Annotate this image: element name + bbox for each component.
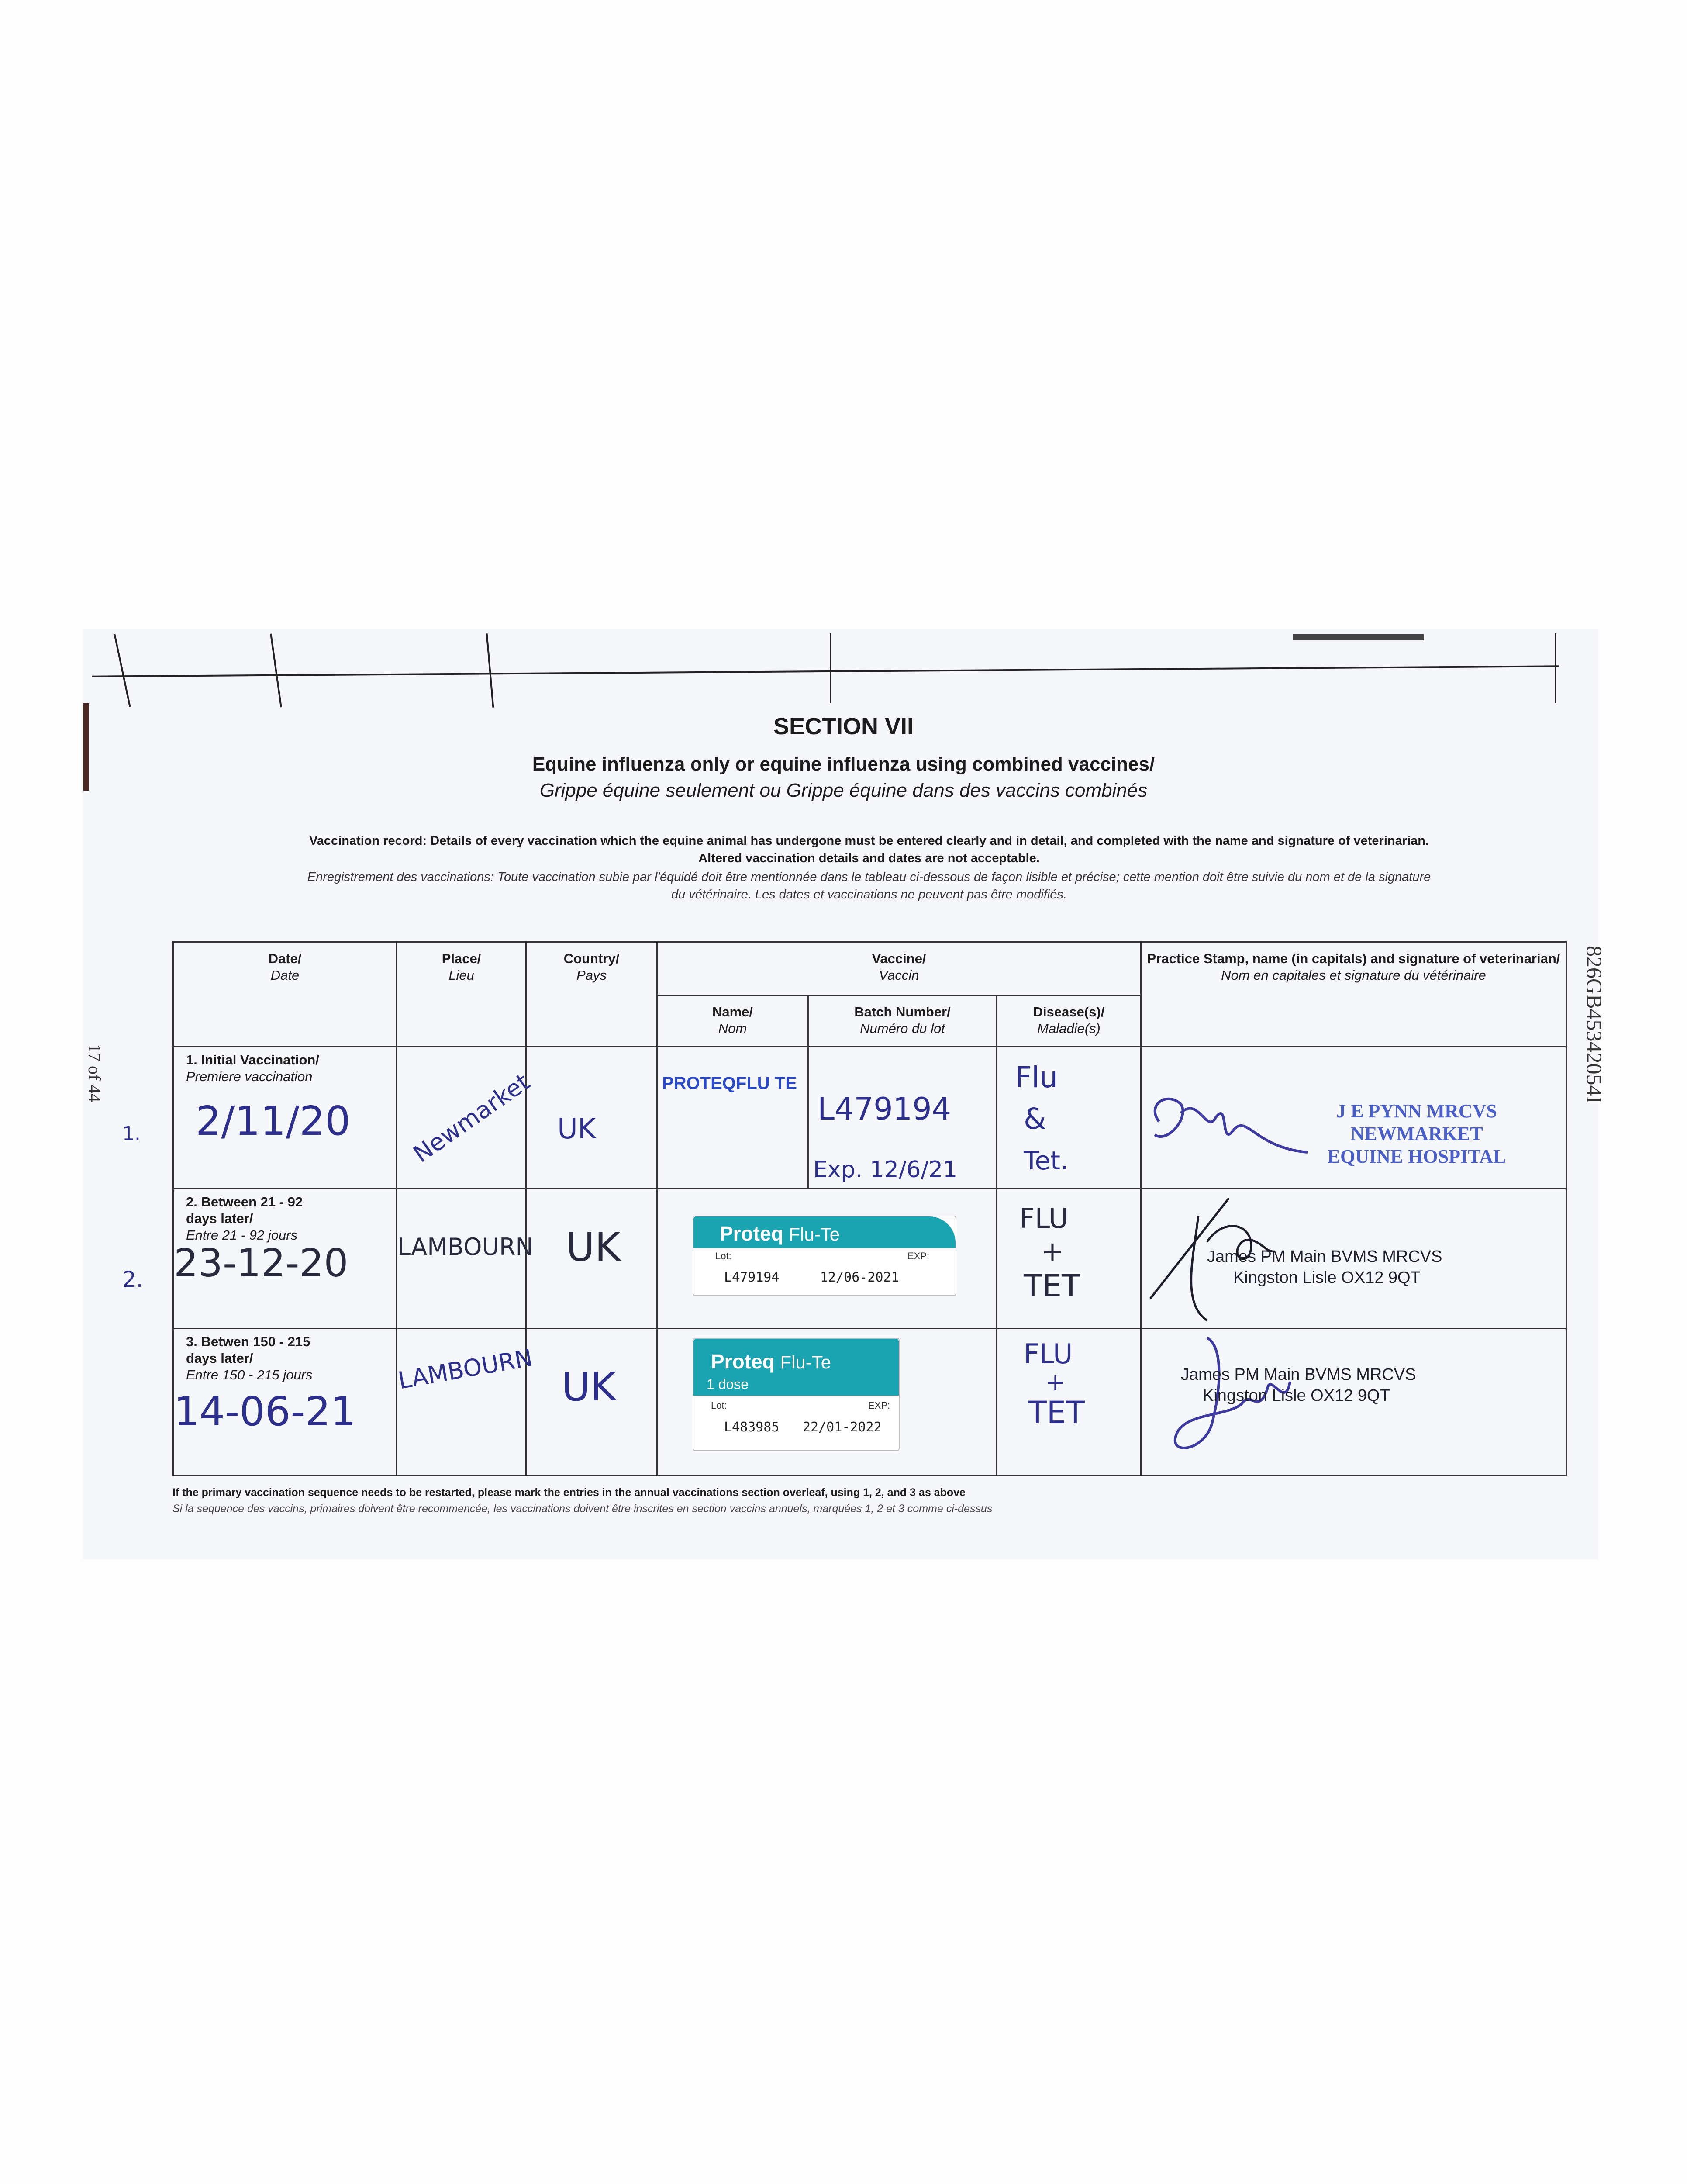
prev-table-line <box>1555 633 1556 703</box>
vet-signature <box>1142 1047 1316 1189</box>
row-label: 3. Betwen 150 - 215 days later/ Entre 150 - 215 jours 14-06-21 <box>173 1329 397 1476</box>
place-cell <box>397 1189 533 1329</box>
country-cell <box>526 1047 657 1189</box>
margin-mark-1: 1. <box>122 1123 141 1145</box>
disease-2: & <box>1024 1102 1046 1136</box>
sticker-brand: Proteq Flu-Te <box>720 1222 840 1245</box>
country-entry: UK <box>562 1364 616 1410</box>
disease-3: TET <box>1024 1268 1080 1304</box>
stamp-cell <box>1141 1047 1566 1189</box>
country-cell <box>526 1329 657 1476</box>
place-entry: LAMBOURN <box>397 1233 533 1261</box>
table-row <box>173 1329 1566 1476</box>
table-row <box>173 1047 1566 1189</box>
stamp-cell <box>1141 1329 1566 1476</box>
prev-table-line <box>830 633 831 703</box>
vaccination-table <box>172 941 1567 1476</box>
country-entry: UK <box>566 1224 621 1270</box>
disease-3: Tet. <box>1024 1146 1069 1175</box>
practice-stamp: James PM Main BVMS MRCVS Kingston Lisle OX12 9QT <box>1207 1248 1442 1287</box>
place-cell <box>396 1329 535 1476</box>
place-entry: LAMBOURN <box>396 1344 535 1395</box>
disease-cell <box>997 1189 1141 1329</box>
footer-fr: Si la sequence des vaccins, primaires doivent être recommencée, les vaccinations doivent être inscrites en section vaccins annuels, marquées 1, 2 et 3 comme ci-dessus <box>172 1503 993 1515</box>
batch-expiry: Exp. 12/6/21 <box>813 1157 958 1183</box>
margin-mark-2: 2. <box>122 1267 143 1292</box>
stamp-cell <box>1141 1189 1566 1329</box>
section-title: SECTION VII <box>773 713 914 740</box>
disease-cell <box>997 1329 1141 1476</box>
batch-entry: L479194 <box>818 1091 952 1127</box>
place-entry: Newmarket <box>408 1068 535 1168</box>
vaccine-sticker <box>693 1338 900 1451</box>
vaccine-sticker <box>693 1216 956 1296</box>
place-cell <box>397 1047 535 1189</box>
practice-stamp: J E PYNN MRCVS NEWMARKET EQUINE HOSPITAL <box>1327 1100 1506 1167</box>
practice-stamp: James PM Main BVMS MRCVS Kingston Lisle OX12 9QT <box>1181 1365 1416 1405</box>
row-label: 2. Between 21 - 92 days later/ Entre 21 - 92 jours 23-12-20 <box>173 1189 397 1329</box>
sticker-exp-label: EXP: <box>868 1400 890 1411</box>
header-date: Date/ Date <box>173 942 397 1047</box>
header-stamp: Practice Stamp, name (in capitals) and signature of veterinarian/ Nom en capitales et signature du vétérinaire <box>1141 942 1566 1047</box>
sticker-lot-label: Lot: <box>711 1400 727 1411</box>
date-entry: 2/11/20 <box>196 1098 351 1144</box>
sticker-exp: 22/01-2022 <box>803 1420 882 1435</box>
header-batch: Batch Number/ Numéro du lot <box>808 995 997 1047</box>
disease-2: + <box>1041 1235 1064 1267</box>
disease-3: TET <box>1028 1395 1085 1431</box>
note-fr: Enregistrement des vaccinations: Toute vaccination subie par l'équidé doit être mentionnée dans le tableau ci-dessous de façon lisible et précise; cette mention doit être suivie du nom et de la signature du vétérinaire. Les dates et vaccinations ne peuvent pas être modifiés. <box>307 870 1431 902</box>
disease-1: FLU <box>1024 1338 1073 1370</box>
sticker-lot: L479194 <box>724 1270 780 1285</box>
section-subtitle-fr: Grippe équine seulement ou Grippe équine dans des vaccins combinés <box>539 780 1148 801</box>
sticker-lot: L483985 <box>724 1420 780 1435</box>
footer-en: If the primary vaccination sequence needs to be restarted, please mark the entries in the annual vaccinations section overleaf, using 1, 2, and 3 as above <box>172 1486 966 1499</box>
section-subtitle-en: Equine influenza only or equine influenza using combined vaccines/ <box>532 753 1155 775</box>
header-country: Country/ Pays <box>526 942 657 1047</box>
date-entry: 14-06-21 <box>174 1388 356 1435</box>
header-vaccine: Vaccine/ Vaccin <box>657 942 1141 995</box>
disease-1: FLU <box>1019 1203 1069 1234</box>
sticker-lot-label: Lot: <box>715 1251 731 1261</box>
sticker-exp-label: EXP: <box>907 1251 930 1261</box>
disease-1: Flu <box>1015 1061 1058 1094</box>
vaccine-name-cell <box>657 1047 808 1189</box>
vaccine-sticker-cell <box>657 1329 997 1476</box>
header-place: Place/ Lieu <box>397 942 526 1047</box>
page-counter: 17 of 44 <box>85 1044 104 1102</box>
country-cell <box>526 1189 657 1329</box>
vaccine-sticker-cell <box>657 1189 997 1329</box>
header-disease: Disease(s)/ Maladie(s) <box>997 995 1141 1047</box>
disease-cell <box>997 1047 1141 1189</box>
country-entry: UK <box>557 1113 596 1145</box>
batch-cell <box>808 1047 997 1189</box>
sticker-brand: Proteq Flu-Te <box>711 1350 831 1373</box>
note-en: Vaccination record: Details of every vaccination which the equine animal has undergone must be entered clearly and in detail, and completed with the name and signature of veterinarian. Altered vaccination details and dates are not acceptable. <box>309 834 1429 865</box>
sticker-exp: 12/06-2021 <box>820 1270 899 1285</box>
row-label: 1. Initial Vaccination/ Premiere vaccination 2/11/20 <box>173 1047 397 1189</box>
disease-2: + <box>1045 1368 1066 1396</box>
table-row <box>173 1189 1566 1329</box>
vaccine-name-stamp: PROTEQFLU TE <box>662 1074 797 1093</box>
prev-table-line <box>1293 634 1424 640</box>
date-entry: 23-12-20 <box>174 1241 348 1286</box>
header-name: Name/ Nom <box>657 995 808 1047</box>
sticker-dose: 1 dose <box>707 1376 749 1392</box>
passport-number: 826GB45342054I <box>1582 946 1607 1104</box>
